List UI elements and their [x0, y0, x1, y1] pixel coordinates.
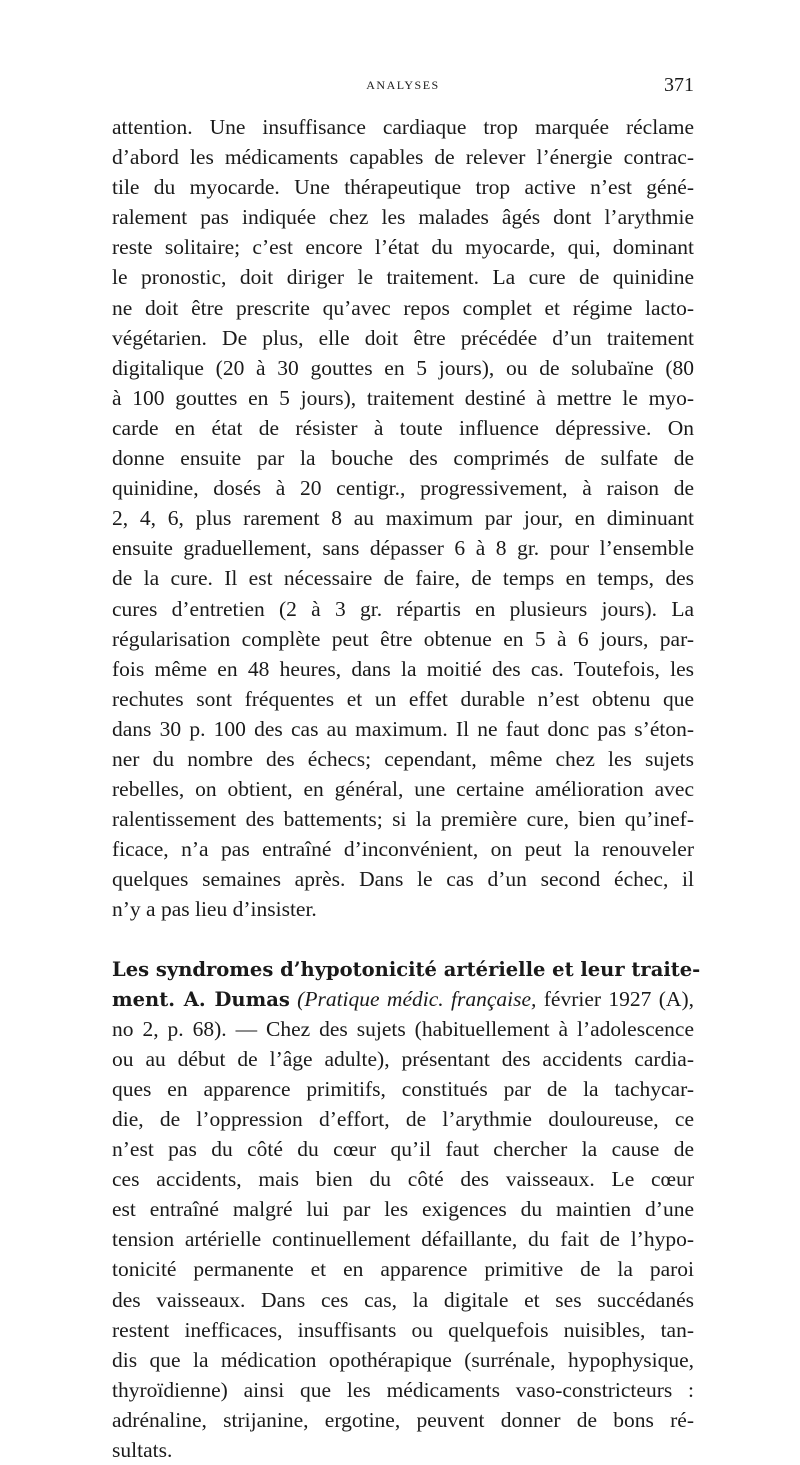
text-line: no 2, p. 68). — Chez des sujets (habituellement à l’adolescence: [112, 1016, 694, 1041]
text-line: 2, 4, 6, plus rarement 8 au maximum par jour, en diminuant: [112, 506, 694, 531]
text-line: rechutes sont fréquentes et un effet durable n’est obtenu que: [112, 686, 694, 711]
text-line: thyroïdienne) ainsi que les médicaments vaso-constricteurs :: [112, 1377, 694, 1402]
text-line: des vaisseaux. Dans ces cas, la digitale et ses succédanés: [112, 1287, 694, 1312]
text-line: de la cure. Il est nécessaire de faire, de temps en temps, des: [112, 566, 694, 591]
text-line: die, de l’oppression d’effort, de l’arythmie douloureuse, ce: [112, 1107, 694, 1131]
text-line: ne doit être prescrite qu’avec repos complet et régime lacto-: [112, 295, 694, 320]
text-line: donne ensuite par la bouche des comprimés de sulfate de: [112, 446, 694, 471]
text-line: digitalique (20 à 30 gouttes en 5 jours), ou de solubaïne (80: [112, 355, 694, 380]
text-line: ou au début de l’âge adulte), présentant des accidents cardia-: [112, 1046, 694, 1071]
text-line: quelques semaines après. Dans le cas d’un second échec, il: [112, 867, 694, 892]
citation-journal: (Pratique médic. française,: [297, 986, 537, 1011]
text-line: est entraîné malgré lui par les exigences du maintien d’une: [112, 1197, 694, 1222]
page: [112, 72, 701, 1465]
text-line: dans 30 p. 100 des cas au maximum. Il ne faut donc pas s’éton-: [112, 716, 694, 741]
page-number: 371: [664, 74, 694, 96]
text-line: ralentissement des battements; si la première cure, bien qu’inef-: [112, 807, 694, 832]
text-line: végétarien. De plus, elle doit être précédée d’un traitement: [112, 325, 694, 350]
paragraph-continued: [112, 112, 694, 925]
text-line: ner du nombre des échecs; cependant, même chez les sujets: [112, 746, 694, 771]
text-line: ficace, n’a pas entraîné d’inconvénient, on peut la renouveler: [112, 837, 694, 862]
text-line: ques en apparence primitifs, constitués par de la tachycar-: [112, 1076, 694, 1101]
text-line: rebelles, on obtient, en général, une certaine amélioration avec: [112, 777, 694, 802]
text-line: dis que la médication opothérapique (surrénale, hypophysique,: [112, 1347, 694, 1372]
text-line: ces accidents, mais bien du côté des vaisseaux. Le cœur: [112, 1167, 694, 1192]
running-head: [112, 72, 694, 112]
text-line: attention. Une insuffisance cardiaque trop marquée réclame: [112, 115, 694, 139]
text-line: restent inefficaces, insuffisants ou quelquefois nuisibles, tan-: [112, 1317, 694, 1342]
article-title-part2: ment. A. Dumas: [112, 987, 290, 1011]
text-line: n’y a pas lieu d’insister.: [112, 897, 317, 922]
text-line: reste solitaire; c’est encore l’état du myocarde, qui, dominant: [112, 235, 694, 260]
text-line: à 100 gouttes en 5 jours), traitement destiné à mettre le myo-: [112, 385, 694, 410]
text-line: régularisation complète peut être obtenue en 5 à 6 jours, par-: [112, 626, 694, 651]
text-line: quinidine, dosés à 20 centigr., progressivement, à raison de: [112, 476, 694, 501]
citation-date: février 1927 (A),: [536, 986, 694, 1011]
text-line: n’est pas du côté du cœur qu’il faut chercher la cause de: [112, 1137, 694, 1162]
text-line: tile du myocarde. Une thérapeutique trop active n’est géné-: [112, 175, 694, 200]
running-title: ANALYSES: [366, 78, 440, 92]
text-line: le pronostic, doit diriger le traitement. La cure de quinidine: [112, 265, 694, 290]
text-line: carde en état de résister à toute influence dépressive. On: [112, 415, 694, 440]
text-line: fois même en 48 heures, dans la moitié des cas. Toutefois, les: [112, 656, 694, 681]
article-title-part1: Les syndromes d’hypotonicité artérielle et leur traite-: [112, 957, 701, 981]
article-abstract: [112, 954, 701, 1465]
text-line: cures d’entretien (2 à 3 gr. répartis en plusieurs jours). La: [112, 596, 694, 621]
text-line: tension artérielle continuellement défaillante, du fait de l’hypo-: [112, 1227, 694, 1252]
text-line: ensuite graduellement, sans dépasser 6 à 8 gr. pour l’ensemble: [112, 536, 694, 561]
text-line: tonicité permanente et en apparence primitive de la paroi: [112, 1257, 694, 1282]
text-line: adrénaline, strijanine, ergotine, peuvent donner de bons ré-: [112, 1407, 694, 1432]
text-line: sultats.: [112, 1438, 173, 1463]
text-line: d’abord les médicaments capables de relever l’énergie contrac-: [112, 145, 694, 170]
article-title: [112, 954, 701, 984]
article-title-line2: [112, 984, 694, 1014]
text-line: ralement pas indiquée chez les malades âgés dont l’arythmie: [112, 205, 694, 230]
